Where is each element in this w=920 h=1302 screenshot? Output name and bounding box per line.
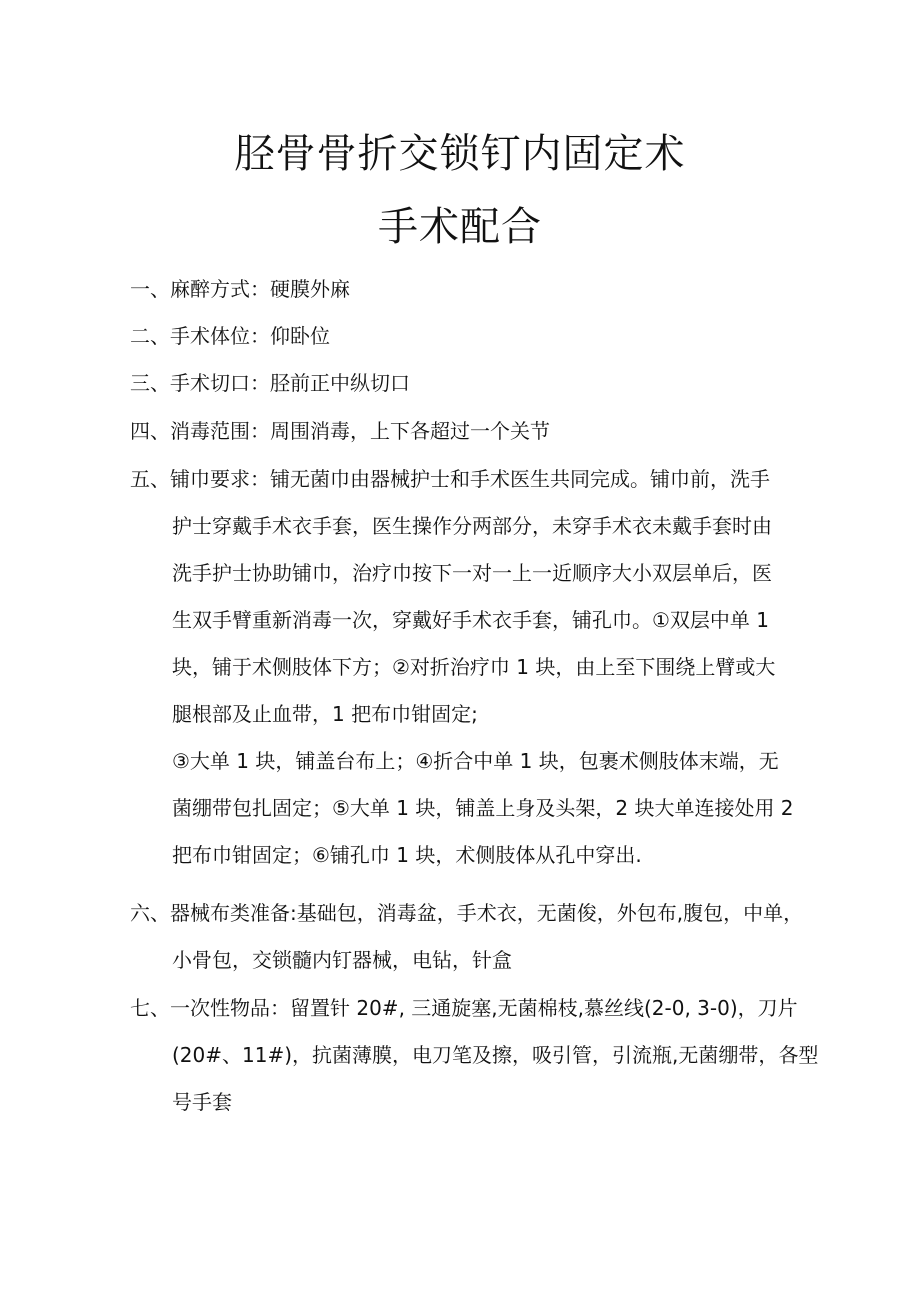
section-position bbox=[130, 313, 810, 360]
document-subtitle: 手术配合 bbox=[378, 204, 542, 250]
section-line: 把布巾钳固定；⑥铺孔巾 1 块，术侧肢体从孔中穿出. bbox=[172, 843, 642, 867]
section-line: 三、手术切口：胫前正中纵切口 bbox=[130, 371, 410, 395]
section-line: 二、手术体位：仰卧位 bbox=[130, 324, 330, 348]
section-line: 一、麻醉方式：硬膜外麻 bbox=[130, 277, 350, 301]
section-line: 号手套 bbox=[172, 1090, 232, 1114]
section-line: 小骨包，交锁髓内钉器械，电钻，针盒 bbox=[172, 948, 512, 972]
section-line: 块，铺于术侧肢体下方；②对折治疗巾 1 块，由上至下围绕上臂或大 bbox=[172, 655, 776, 679]
section-line: 五、铺巾要求：铺无菌巾由器械护士和手术医生共同完成。铺巾前，洗手 bbox=[130, 467, 770, 491]
section-line: 生双手臂重新消毒一次，穿戴好手术衣手套，铺孔巾。①双层中单 1 bbox=[172, 608, 770, 632]
section-anesthesia bbox=[130, 266, 810, 313]
section-line: 菌绷带包扎固定；⑤大单 1 块，铺盖上身及头架，2 块大单连接处用 2 bbox=[172, 796, 794, 820]
section-line: 六、器械布类准备:基础包，消毒盆，手术衣，无菌俊，外包布,腹包，中单， bbox=[130, 901, 804, 925]
document-title: 胫骨骨折交锁钉内固定术 bbox=[234, 131, 686, 177]
section-instruments bbox=[130, 890, 810, 984]
section-disposables bbox=[130, 985, 819, 1126]
section-draping bbox=[130, 456, 810, 879]
section-line: ③大单 1 块，铺盖台布上；④折合中单 1 块，包裹术侧肢体末端，无 bbox=[172, 749, 779, 773]
section-line: 七、一次性物品：留置针 20#, 三通旋塞,无菌棉枝,慕丝线(2-0, 3-0)，刀片 bbox=[130, 996, 798, 1020]
section-disinfection bbox=[130, 408, 810, 455]
section-line: (20#、11#)，抗菌薄膜，电刀笔及擦，吸引管，引流瓶,无菌绷带，各型 bbox=[172, 1043, 819, 1067]
section-incision bbox=[130, 360, 810, 407]
section-line: 护士穿戴手术衣手套，医生操作分两部分，未穿手术衣未戴手套时由 bbox=[172, 514, 772, 538]
section-line: 四、消毒范围：周围消毒，上下各超过一个关节 bbox=[130, 419, 550, 443]
section-line: 洗手护士协助铺巾，治疗巾按下一对一上一近顺序大小双层单后，医 bbox=[172, 561, 772, 585]
section-line: 腿根部及止血带，1 把布巾钳固定; bbox=[172, 702, 478, 726]
